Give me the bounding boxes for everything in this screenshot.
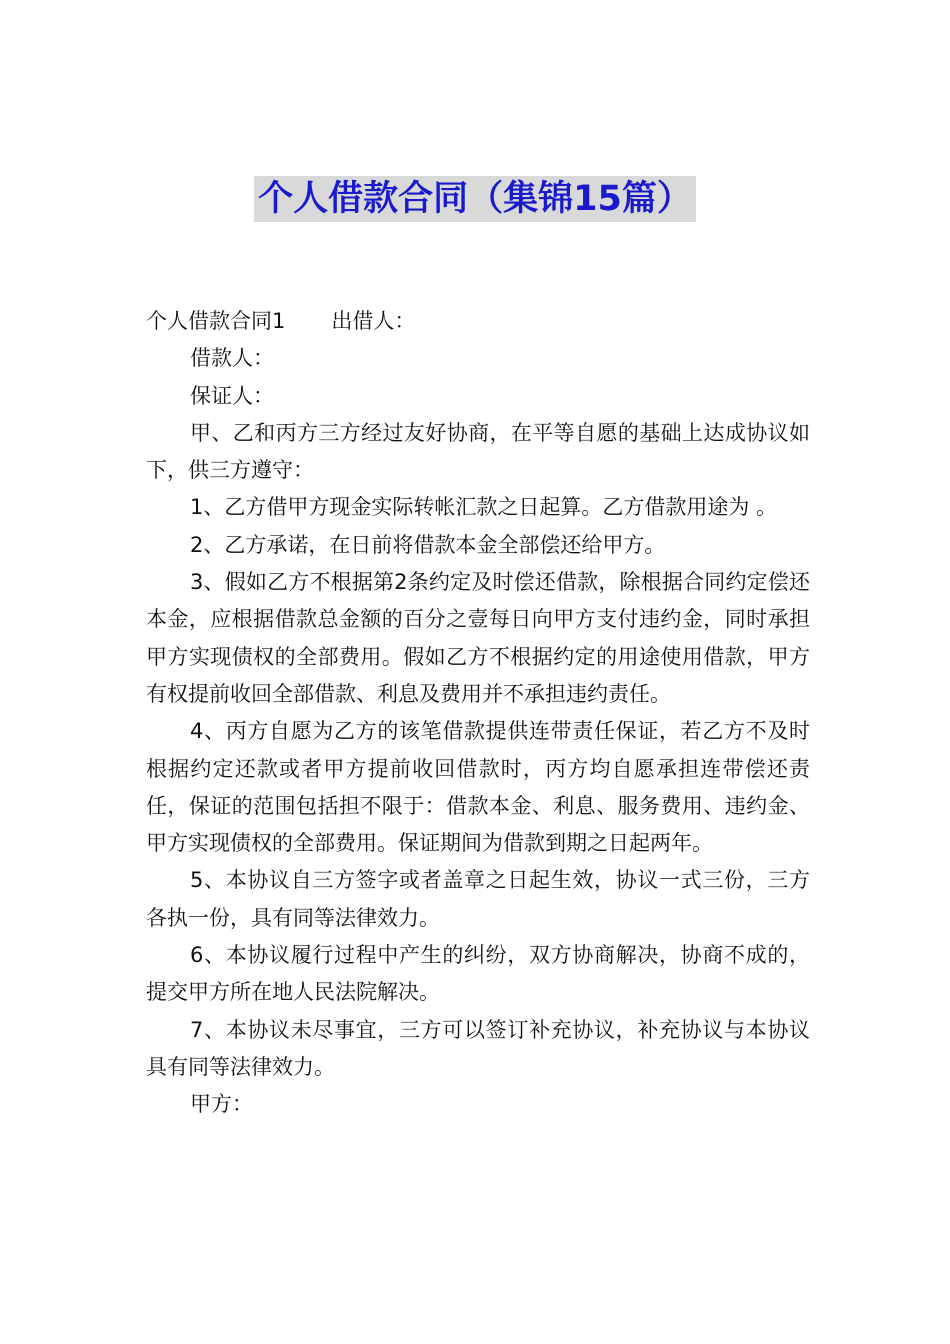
contract-heading-line	[146, 303, 810, 340]
clause-1: 1、乙方借甲方现金实际转帐汇款之日起算。乙方借款用途为 。	[190, 495, 778, 520]
paragraph-guarantor: 保证人：	[190, 383, 274, 408]
contract-heading: 个人借款合同1	[146, 309, 286, 333]
paragraph-preamble: 甲、乙和丙方三方经过友好协商，在平等自愿的基础上达成协议如下，供三方遵守：	[146, 420, 810, 483]
lender-label: 出借人：	[331, 309, 416, 333]
paragraph-borrower: 借款人：	[190, 346, 274, 371]
clause-5: 5、本协议自三方签字或者盖章之日起生效，协议一式三份，三方各执一份，具有同等法律效力。	[146, 868, 810, 930]
clause-3: 3、假如乙方不根据第2条约定及时偿还借款，除根据合同约定偿还本金，应根据借款总金额的百分之壹每日向甲方支付违约金，同时承担甲方实现债权的全部费用。假如乙方不根据约定的用途使用借款，甲方有权提前收回全部借款、利息及费用并不承担违约责任。	[146, 570, 810, 706]
title-container	[0, 176, 950, 222]
clause-4: 4、丙方自愿为乙方的该笔借款提供连带责任保证，若乙方不及时根据约定还款或者甲方提前收回借款时，丙方均自愿承担连带偿还责任，保证的范围包括担不限于：借款本金、利息、服务费用、违约金、甲方实现债权的全部费用。保证期间为借款到期之日起两年。	[146, 719, 810, 856]
clause-6: 6、本协议履行过程中产生的纠纷，双方协商解决，协商不成的，提交甲方所在地人民法院解决。	[146, 943, 810, 1005]
document-body	[146, 303, 810, 1124]
party-a-signature-label: 甲方：	[190, 1092, 253, 1117]
clause-7: 7、本协议未尽事宜，三方可以签订补充协议，补充协议与本协议具有同等法律效力。	[146, 1017, 810, 1079]
document-title: 个人借款合同（集锦15篇）	[254, 176, 696, 222]
clause-2: 2、乙方承诺，在日前将借款本金全部偿还给甲方。	[190, 532, 666, 557]
